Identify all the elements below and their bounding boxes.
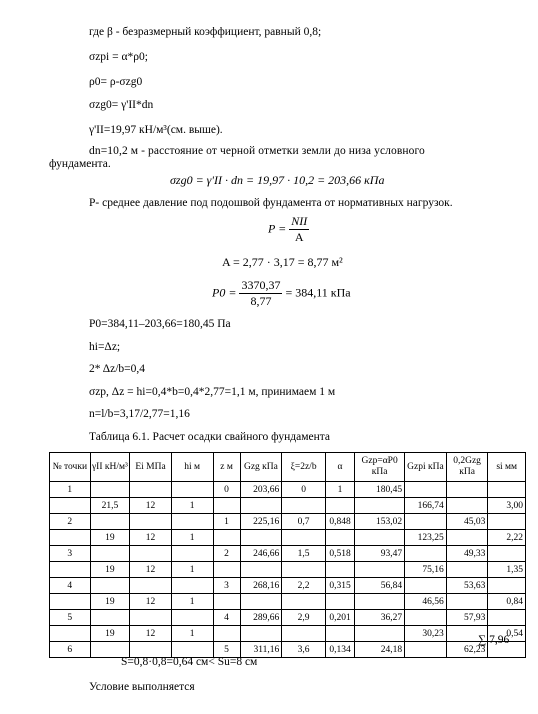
table-cell [90,578,130,594]
table-cell [405,642,447,658]
fraction-denominator: 8,77 [250,294,272,308]
table-cell [355,562,405,578]
table-cell [130,482,172,498]
table-cell: 289,66 [240,610,282,626]
table-cell [325,562,354,578]
table-cell: 5 [213,642,240,658]
table-row [50,514,526,530]
table-cell: 1 [50,482,91,498]
table-cell [405,578,447,594]
table-cell [130,546,172,562]
table-cell: 268,16 [240,578,282,594]
table-cell: 1,35 [488,562,526,578]
text-line: hi=Δz; [89,341,121,353]
table-cell [282,530,326,546]
table-cell [405,546,447,562]
table-cell [240,626,282,642]
table-cell [405,514,447,530]
fraction [239,278,282,309]
table-cell [171,546,213,562]
table-cell [213,594,240,610]
table-cell: 56,84 [355,578,405,594]
header-cell: z м [213,453,240,482]
text-line: σzg0= γ'II*dn [89,99,154,111]
table-cell: 2,9 [282,610,326,626]
table-cell: 1 [171,594,213,610]
table-cell [488,514,526,530]
table-cell [446,498,488,514]
table-cell: 19 [90,594,130,610]
header-cell: α [325,453,354,482]
table-cell: 62,23 [446,642,488,658]
table-row [50,578,526,594]
table-cell [130,610,172,626]
table-row [50,562,526,578]
table-cell [325,530,354,546]
table-cell [240,594,282,610]
table-cell: 0,848 [325,514,354,530]
table-row [50,594,526,610]
table-cell [355,498,405,514]
table-cell: 166,74 [405,498,447,514]
table-row [50,498,526,514]
table-cell [405,610,447,626]
table-cell [90,514,130,530]
table-cell: 12 [130,562,172,578]
text-line: dn=10,2 м - расстояние от черной отметки земли до низа условного [89,145,425,157]
table-cell [50,498,91,514]
table-cell: 180,45 [355,482,405,498]
header-cell: hi м [171,453,213,482]
header-cell: Gzpi кПа [405,453,447,482]
table-cell: 19 [90,626,130,642]
table-cell: 19 [90,562,130,578]
table-cell [325,498,354,514]
table-row [50,626,526,642]
table-cell [325,594,354,610]
table-cell: 57,93 [446,610,488,626]
table-cell: 21,5 [90,498,130,514]
table-caption: Таблица 6.1. Расчет осадки свайного фундамента [89,431,331,443]
table-cell [282,594,326,610]
table-cell [355,594,405,610]
table-cell: 46,56 [405,594,447,610]
formula-rhs: = 384,11 кПа [285,285,351,300]
header-cell: si мм [488,453,526,482]
table-cell: 49,33 [446,546,488,562]
table-cell: 3,6 [282,642,326,658]
table-cell [355,530,405,546]
header-cell: Gzg кПа [240,453,282,482]
table-row [50,482,526,498]
header-cell: № точки [50,453,91,482]
table-header-row [50,453,526,482]
table-cell: 45,03 [446,514,488,530]
fraction-numerator: 3370,37 [241,278,281,292]
fraction [289,214,309,245]
header-cell: Gzp=αP0 кПа [355,453,405,482]
table-cell [240,498,282,514]
formula-lhs: P = [268,221,287,236]
table-cell [50,562,91,578]
table-cell [130,578,172,594]
table-cell: 93,47 [355,546,405,562]
table-cell: 203,66 [240,482,282,498]
table-cell: 19 [90,530,130,546]
table-cell: 0 [282,482,326,498]
table-cell: 5 [50,610,91,626]
text-line: P0=384,11–203,66=180,45 Па [89,318,231,330]
text-line: σzp, Δz = hi=0,4*b=0,4*2,77=1,1 м, принимаем 1 м [89,386,336,398]
formula-p [268,214,309,245]
table-cell: 3 [213,578,240,594]
table-cell [488,578,526,594]
table-cell: 2,2 [282,578,326,594]
text-line: Условие выполняется [89,681,195,693]
table-cell [405,482,447,498]
table-cell [213,530,240,546]
fraction-numerator: NII [291,214,308,228]
table-cell [488,610,526,626]
table-cell: 2 [50,514,91,530]
table-cell [446,594,488,610]
header-cell: ξ=2z/b [282,453,326,482]
table-cell [90,610,130,626]
table-cell [282,626,326,642]
text-line: γ'II=19,97 кН/м³(см. выше). [89,124,223,136]
table-cell: 1 [171,530,213,546]
table-cell: 1 [171,626,213,642]
formula-lhs: P0 = [212,285,237,300]
table-cell [240,562,282,578]
header-cell: Ei МПа [130,453,172,482]
table-cell [282,498,326,514]
table-cell: 75,16 [405,562,447,578]
table-cell: 0,518 [325,546,354,562]
formula-sigma-zg0: σzg0 = γ'II · dn = 19,97 · 10,2 = 203,66 кПа [170,173,385,187]
table-cell: 2,22 [488,530,526,546]
table-cell [488,482,526,498]
settlement-table [49,452,526,658]
table-cell: 246,66 [240,546,282,562]
table-cell: 4 [50,578,91,594]
table-cell: 12 [130,594,172,610]
table-cell [446,530,488,546]
table-cell [446,562,488,578]
table-cell: 12 [130,626,172,642]
table-cell [130,514,172,530]
table-cell: 0,134 [325,642,354,658]
table-cell: 1 [171,498,213,514]
table-cell: 6 [50,642,91,658]
table-cell [171,514,213,530]
table-cell [282,562,326,578]
table-row [50,546,526,562]
table-cell: 0,84 [488,594,526,610]
table-cell: 0 [213,482,240,498]
table-cell: 1 [325,482,354,498]
fraction-denominator: A [294,230,304,244]
text-line: Р- среднее давление под подошвой фундамента от нормативных нагрузок. [89,197,453,209]
table-cell: 12 [130,530,172,546]
table-cell [171,578,213,594]
table-cell [171,610,213,626]
formula-p0 [212,278,351,309]
table-cell [90,546,130,562]
table-cell [325,626,354,642]
table-cell [213,562,240,578]
table-cell: 53,63 [446,578,488,594]
table-cell: 30,23 [405,626,447,642]
text-line: S=0,8·0,8=0,64 см< Su=8 см [121,656,258,668]
table-cell: 2 [213,546,240,562]
text-line: σzpi = α*ρ0; [89,51,148,63]
table-cell [213,498,240,514]
text-line: где β - безразмерный коэффициент, равный 0,8; [89,26,322,38]
sum-value: ∑ 7,96 [478,634,510,646]
table-cell: 3,00 [488,498,526,514]
table-cell [213,626,240,642]
formula-area: A = 2,77 · 3,17 = 8,77 м² [222,255,343,269]
table-cell: 123,25 [405,530,447,546]
text-line: n=l/b=3,17/2,77=1,16 [89,408,190,420]
table-cell: 0,54 [488,626,526,642]
table-cell: 36,27 [355,610,405,626]
table-cell: 1 [213,514,240,530]
table-cell: 1 [171,562,213,578]
table-cell [50,626,91,642]
table-cell: 1,5 [282,546,326,562]
header-cell: 0,2Gzg кПа [446,453,488,482]
table-cell [355,626,405,642]
text-line: ρ0= ρ-σzg0 [89,76,143,88]
text-line: 2* Δz/b=0,4 [89,363,146,375]
table-cell [50,530,91,546]
table-cell: 24,18 [355,642,405,658]
table-cell [488,546,526,562]
table-cell [90,482,130,498]
table-cell: 0,315 [325,578,354,594]
table-cell: 153,02 [355,514,405,530]
table-cell: 12 [130,498,172,514]
table-cell [171,482,213,498]
text-line: фундамента. [49,158,111,170]
header-cell: γII кН/м³ [90,453,130,482]
table-cell: 0,201 [325,610,354,626]
table-cell: 0,7 [282,514,326,530]
table-cell [50,594,91,610]
table-cell [446,482,488,498]
table-row [50,610,526,626]
table-cell: 311,16 [240,642,282,658]
table-row [50,530,526,546]
table-cell: 3 [50,546,91,562]
table-cell [240,530,282,546]
table-cell: 4 [213,610,240,626]
table-cell: 225,16 [240,514,282,530]
